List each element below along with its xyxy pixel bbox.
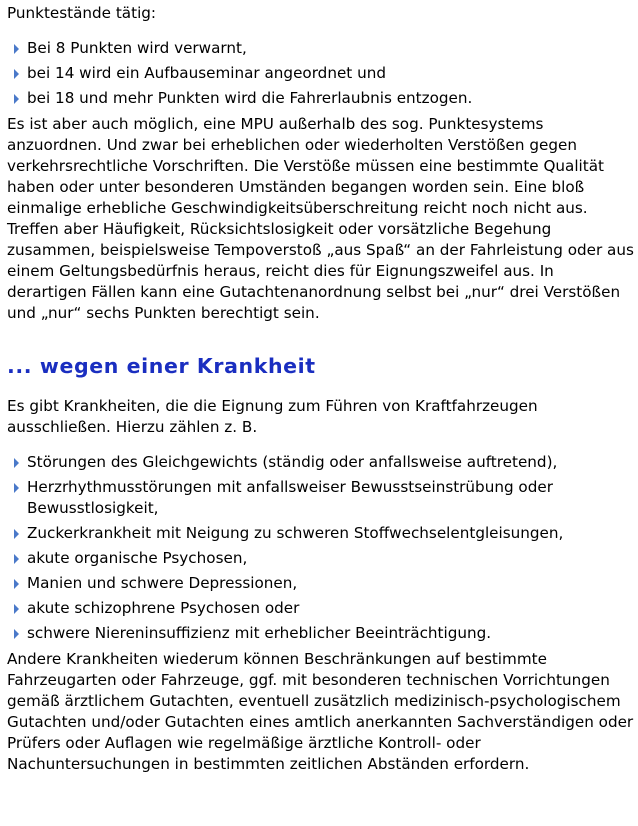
- list-item: [7, 598, 638, 619]
- triangle-bullet-icon: [14, 579, 19, 589]
- list-item-text: Herzrhythmusstörungen mit anfallsweiser Bewusstseinstrübung oder Bewusstlosigkeit,: [27, 478, 553, 517]
- list-item: [7, 63, 638, 84]
- triangle-bullet-icon: [14, 483, 19, 493]
- list-item-text: akute organische Psychosen,: [27, 549, 248, 567]
- list-item-text: Störungen des Gleichgewichts (ständig oder anfallsweise auftretend),: [27, 453, 558, 471]
- illness-intro-paragraph: Es gibt Krankheiten, die die Eignung zum Führen von Kraftfahrzeugen ausschließen. Hierzu zählen z. B.: [7, 397, 538, 436]
- list-item: [7, 548, 638, 569]
- list-item-text: bei 18 und mehr Punkten wird die Fahrerlaubnis entzogen.: [27, 89, 473, 107]
- list-item-text: schwere Niereninsuffizienz mit erheblicher Beeinträchtigung.: [27, 624, 492, 642]
- illness-list: [7, 452, 638, 644]
- triangle-bullet-icon: [14, 604, 19, 614]
- list-item-text: bei 14 wird ein Aufbauseminar angeordnet und: [27, 64, 386, 82]
- intro-text: Punktestände tätig:: [7, 4, 157, 22]
- list-item-text: Bei 8 Punkten wird verwarnt,: [27, 39, 247, 57]
- list-item: [7, 523, 638, 544]
- triangle-bullet-icon: [14, 554, 19, 564]
- triangle-bullet-icon: [14, 94, 19, 104]
- list-item-text: Manien und schwere Depressionen,: [27, 574, 298, 592]
- mpu-paragraph: Es ist aber auch möglich, eine MPU außerhalb des sog. Punktesystems anzuordnen. Und zwar bei erheblichen oder wiederholten Verstößen gegen verkehrsrechtliche Vorschriften. Die Verstöße müssen eine bestimmte Qualität haben oder unter besonderen Umständen begangen worden sein. Eine bloß einmalige erhebliche Geschwindigkeitsüberschreitung reicht noch nicht aus. Treffen aber Häufigkeit, Rücksichtslosigkeit oder vorsätzliche Begehung zusammen, beispielsweise Tempoverstoß „aus Spaß“ an der Fahrleistung oder aus einem Geltungsbedürfnis heraus, reicht dies für Eignungszweifel aus. In derartigen Fällen kann eine Gutachtenanordnung selbst bei „nur“ drei Verstößen und „nur“ sechs Punkten berechtigt sein.: [7, 115, 634, 322]
- list-item: [7, 573, 638, 594]
- triangle-bullet-icon: [14, 69, 19, 79]
- triangle-bullet-icon: [14, 529, 19, 539]
- list-item-text: Zuckerkrankheit mit Neigung zu schweren Stoffwechselentgleisungen,: [27, 524, 564, 542]
- restrictions-paragraph: Andere Krankheiten wiederum können Beschränkungen auf bestimmte Fahrzeugarten oder Fahrzeuge, ggf. mit besonderen technischen Vorrichtungen gemäß ärztlichem Gutachten, eventuell zusätzlich medizinisch-psychologischem Gutachten und/oder Gutachten eines amtlich anerkannten Sachverständigen oder Prüfers oder Auflagen wie regelmäßige ärztliche Kontroll- oder Nachuntersuchungen in bestimmten zeitlichen Abständen erfordern.: [7, 650, 634, 773]
- points-list: [7, 38, 638, 109]
- triangle-bullet-icon: [14, 629, 19, 639]
- triangle-bullet-icon: [14, 44, 19, 54]
- list-item: [7, 477, 638, 519]
- list-item: [7, 452, 638, 473]
- list-item: [7, 88, 638, 109]
- list-item-text: akute schizophrene Psychosen oder: [27, 599, 300, 617]
- section-heading: ... wegen einer Krankheit: [7, 354, 316, 378]
- list-item: [7, 38, 638, 59]
- triangle-bullet-icon: [14, 458, 19, 468]
- list-item: [7, 623, 638, 644]
